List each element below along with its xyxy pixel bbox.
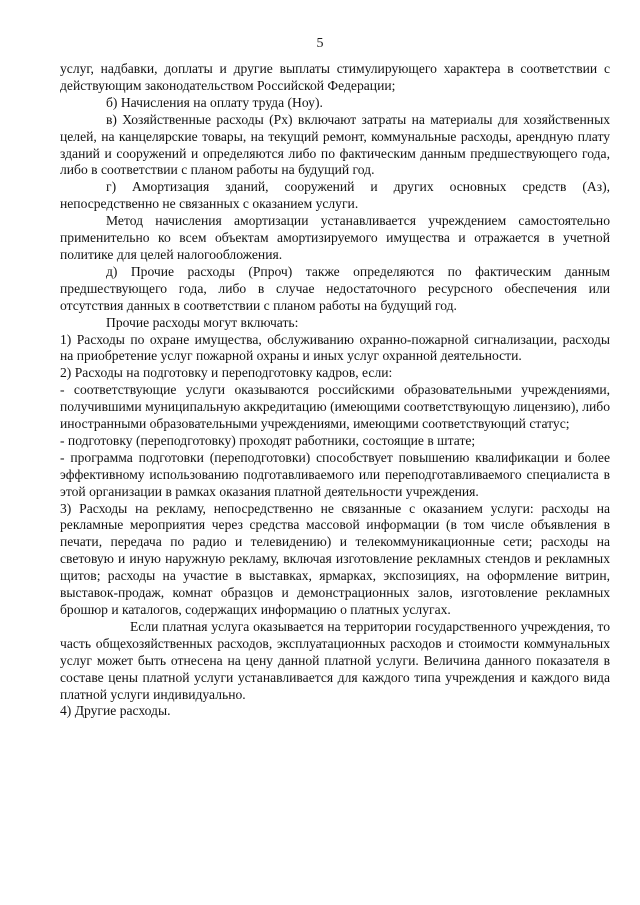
paragraph-amortization-method: Метод начисления амортизации устанавливается учреждением самостоятельно применительно ко всем объектам амортизируемого имущества и отражается в учетной политике для целей налогообложения. <box>60 213 610 262</box>
list-item-1: 1) Расходы по охране имущества, обслуживанию охранно-пожарной сигнализации, расходы на приобретение услуг пожарной охраны и иных услуг охранной деятельности. <box>60 331 610 364</box>
paragraph-continuation: услуг, надбавки, доплаты и другие выплаты стимулирующего характера в соответствии с действующим законодательством Российской Федерации; <box>60 61 610 93</box>
paragraph-item-v: в) Хозяйственные расходы (Рх) включают затраты на материалы для хозяйственных целей, на канцелярские товары, на текущий ремонт, коммунальные расходы, арендную плату зданий и сооружений и определяются либо по фактическим данным предшествующего года, либо в соответствии с планом работы на будущий год. <box>60 111 610 178</box>
sub-item-training-program: - программа подготовки (переподготовки) способствует повышению квалификации и более эффективному использованию подготавливаемого или переподготавливаемого специалиста в этой организации в рамках оказания платной деятельности учреждения. <box>60 449 610 499</box>
list-item-3: 3) Расходы на рекламу, непосредственно не связанные с оказанием услуги: расходы на рекламные мероприятия через средства массовой информации (в том числе объявления в печати, передача по радио и телевидению) и телекоммуникационные сети; расходы на световую и иную наружную рекламу, включая изготовление рекламных стендов и рекламных щитов; расходы на участие в выставках, ярмарках, экспозициях, на оформление витрин, выставок-продаж, комнат образцов и демонстрационных залов, изготовление рекламных брошюр и каталогов, содержащих информацию о платных услугах. <box>60 500 610 617</box>
paragraph-other-expenses-intro: Прочие расходы могут включать: <box>106 314 299 330</box>
sub-item-staff-training: - подготовку (переподготовку) проходят работники, состоящие в штате; <box>60 432 476 448</box>
list-item-2: 2) Расходы на подготовку и переподготовку кадров, если: <box>60 365 393 381</box>
document-body <box>60 61 610 720</box>
paragraph-item-g: г) Амортизация зданий, сооружений и других основных средств (Аз), непосредственно не связанных с оказанием услуги. <box>60 179 610 212</box>
list-item-4: 4) Другие расходы. <box>60 703 171 719</box>
sub-item-education-institutions: - соответствующие услуги оказываются российскими образовательными учреждениями, получившими муниципальную аккредитацию (имеющими соответствующую лицензию), либо иностранными образовательными учреждениями, имеющими соответствующий статус; <box>60 382 610 432</box>
paragraph-item-b: б) Начисления на оплату труда (Ноу). <box>106 94 323 110</box>
page-number: 5 <box>316 36 324 51</box>
paragraph-paid-service-territory: Если платная услуга оказывается на территории государственного учреждения, то часть общехозяйственных расходов, эксплуатационных расходов и стоимости коммунальных услуг может быть отнесена на цену данной платной услуги. Величина данного показателя в составе цены платной услуги устанавливается для каждого типа учреждения и каждого вида платной услуги индивидуально. <box>60 618 610 702</box>
paragraph-item-d: д) Прочие расходы (Рпроч) также определяются по фактическим данным предшествующего года, либо в случае недостаточного ресурсного обеспечения или отсутствия данных в соответствии с планом работы на будущий год. <box>60 263 610 313</box>
